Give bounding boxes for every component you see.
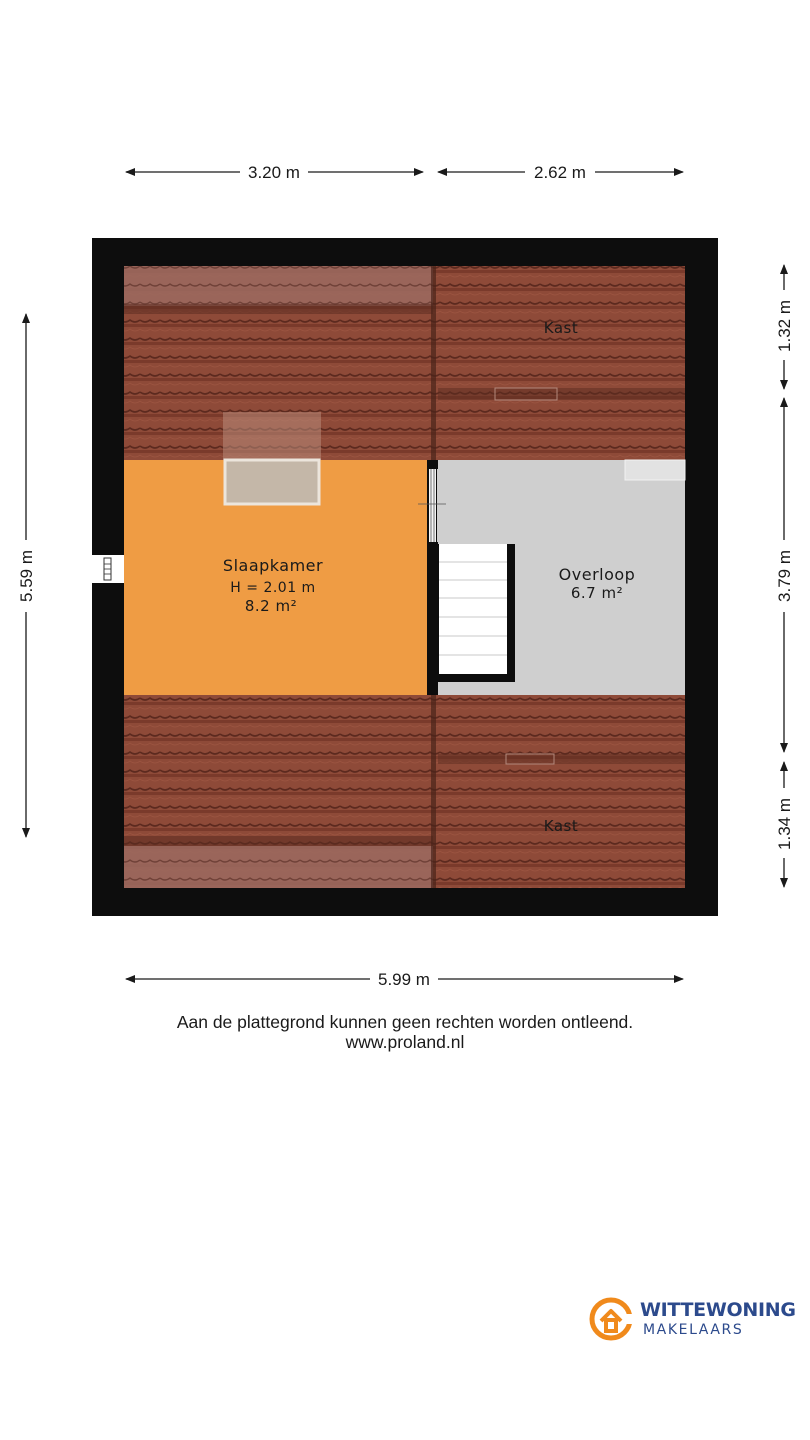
website-link[interactable]: www.proland.nl	[345, 1032, 465, 1052]
staircase	[437, 544, 515, 682]
logo-name: WITTEWONING	[640, 1299, 796, 1321]
company-logo[interactable]	[588, 1296, 798, 1344]
dimension-top-left	[126, 163, 423, 182]
dimension-right-top	[775, 265, 794, 389]
dim-label-left-total: 5.59 m	[17, 550, 36, 602]
dimension-top-right	[438, 163, 683, 182]
dim-label-top-left: 3.20 m	[248, 163, 300, 182]
disclaimer	[0, 1012, 810, 1052]
kast-top-label: Kast	[543, 319, 579, 337]
dim-label-bottom-total: 5.99 m	[378, 970, 430, 989]
dimension-right-middle	[775, 398, 794, 752]
overloop-area: 6.7 m²	[570, 584, 624, 602]
logo-subtitle: MAKELAARS	[643, 1322, 744, 1338]
skylight-frame	[225, 460, 319, 504]
house-logo-icon	[588, 1296, 634, 1342]
slaapkamer-area: 8.2 m²	[244, 597, 298, 615]
overloop-ledge	[625, 460, 685, 480]
overloop-name: Overloop	[558, 565, 636, 584]
dim-label-top-right: 2.62 m	[534, 163, 586, 182]
dim-label-right-bottom: 1.34 m	[775, 798, 794, 850]
kast-bottom-label: Kast	[543, 817, 579, 835]
dimension-left-total	[17, 314, 36, 837]
slaapkamer-name: Slaapkamer	[222, 556, 324, 575]
dimension-right-bottom	[775, 762, 794, 887]
dim-label-right-top: 1.32 m	[775, 300, 794, 352]
disclaimer-text: Aan de plattegrond kunnen geen rechten worden ontleend.	[176, 1012, 634, 1032]
dim-label-right-middle: 3.79 m	[775, 550, 794, 602]
window-left	[92, 555, 124, 583]
slaapkamer-height: H = 2.01 m	[230, 580, 316, 596]
dimension-bottom-total	[126, 970, 683, 989]
